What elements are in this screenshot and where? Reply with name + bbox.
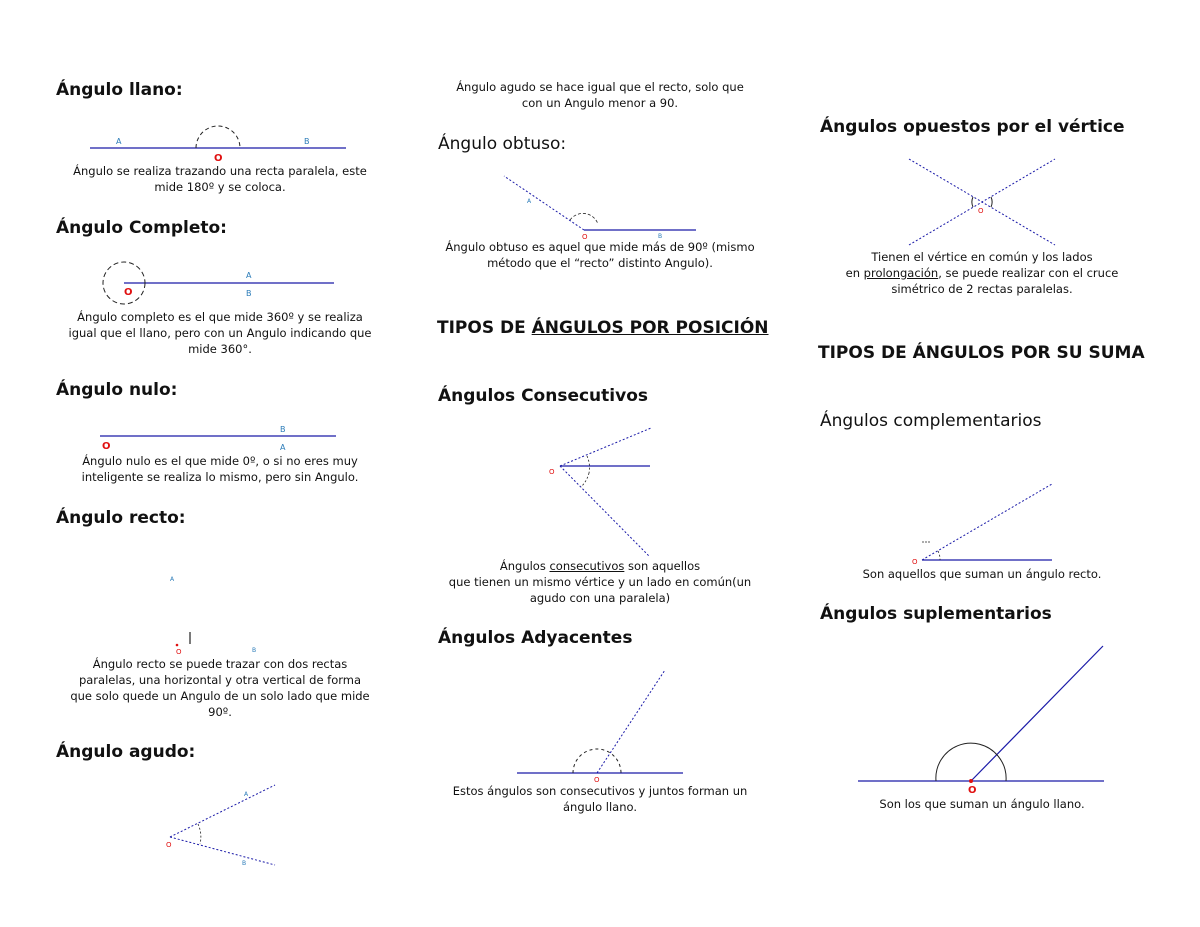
complementarios-arc [938, 551, 940, 560]
caption-angulos-suplementarios: Son los que suman un ángulo llano. [879, 797, 1085, 811]
obtuso-label-b: B [658, 233, 663, 240]
heading-angulo-nulo: Ángulo nulo: [56, 380, 178, 400]
complementarios-label-o: O [912, 558, 918, 566]
heading-angulos-consecutivos: Ángulos Consecutivos [438, 386, 648, 406]
caption-angulo-llano: Ángulo se realiza trazando una recta paralela, este mide 180º y se coloca. [73, 164, 367, 194]
heading-angulo-llano: Ángulo llano: [56, 80, 183, 100]
recto-label-a: A [170, 576, 175, 583]
suplementarios-ray [971, 646, 1103, 781]
section-tipos-por-suma: TIPOS DE ÁNGULOS POR SU SUMA [818, 343, 1145, 363]
figure-angulo-completo [98, 258, 338, 310]
caption-angulo-agudo: Ángulo agudo se hace igual que el recto, solo que con un Angulo menor a 90. [456, 80, 744, 110]
recto-vertex [176, 644, 179, 647]
agudo-label-a: A [244, 791, 249, 798]
heading-angulo-obtuso: Ángulo obtuso: [438, 134, 567, 154]
caption-angulo-recto: Ángulo recto se puede trazar con dos rectas paralelas, una horizontal y otra vertical de forma que solo quede un Angulo de un solo lado que mide 90º. [70, 657, 370, 719]
figure-angulo-llano [88, 122, 358, 166]
caption-angulos-consecutivos: Ángulos consecutivos son aquellos que tienen un mismo vértice y un lado en común(un agudo con una paralela) [448, 559, 752, 605]
figure-angulos-consecutivos [545, 425, 657, 559]
agudo-ray-a [170, 785, 275, 837]
agudo-label-b: B [242, 860, 247, 867]
section-tipos-por-posicion: TIPOS DE ÁNGULOS POR POSICIÓN [437, 318, 769, 338]
figure-angulos-suplementarios [856, 644, 1106, 794]
llano-arc [196, 126, 240, 148]
caption-angulo-nulo: Ángulo nulo es el que mide 0º, o si no eres muy inteligente se realiza lo mismo, pero sin Angulo. [81, 454, 359, 484]
consecutivos-ray-upper [560, 428, 651, 466]
heading-angulos-complementarios: Ángulos complementarios [820, 411, 1042, 431]
adyacentes-label-o: O [594, 776, 600, 784]
caption-angulos-opuestos: Tienen el vértice en común y los lados en prolongación, se puede realizar con el cruce simétrico de 2 rectas paralelas. [845, 250, 1119, 296]
heading-angulo-completo: Ángulo Completo: [56, 218, 227, 238]
llano-label-b: B [304, 137, 310, 146]
figure-angulo-agudo [160, 780, 285, 870]
recto-label-b: B [252, 647, 257, 654]
completo-label-a: A [246, 271, 252, 280]
nulo-label-a: A [280, 443, 286, 452]
figure-angulos-complementarios [910, 480, 1056, 566]
completo-label-b: B [246, 289, 252, 298]
consecutivos-arc-2 [581, 473, 589, 487]
figure-angulo-obtuso [500, 172, 700, 240]
obtuso-ray-a [504, 176, 584, 230]
figure-angulos-opuestos [905, 155, 1061, 249]
agudo-label-o: O [166, 841, 172, 849]
figure-angulos-adyacentes [515, 668, 687, 786]
completo-label-o: O [124, 287, 133, 298]
obtuso-arc [570, 213, 598, 224]
llano-label-a: A [116, 137, 122, 146]
consecutivos-arc-1 [587, 456, 590, 473]
heading-angulo-recto: Ángulo recto: [56, 508, 186, 528]
obtuso-label-o: O [582, 233, 588, 241]
heading-angulos-opuestos: Ángulos opuestos por el vértice [820, 117, 1125, 137]
consecutivos-ray-lower [560, 466, 649, 556]
adyacentes-ray [597, 670, 665, 773]
complementarios-ray [922, 484, 1052, 560]
adyacentes-arc [573, 749, 621, 773]
caption-angulo-completo: Ángulo completo es el que mide 360º y se realiza igual que el llano, pero con un Angulo indicando que mide 360°. [68, 310, 372, 356]
suplementarios-vertex [969, 779, 973, 783]
agudo-arc [198, 824, 201, 844]
figure-angulo-nulo [98, 420, 343, 452]
caption-angulos-adyacentes: Estos ángulos son consecutivos y juntos forman un ángulo llano. [452, 784, 748, 814]
opuestos-arc-1 [991, 197, 992, 207]
obtuso-label-a: A [527, 198, 532, 205]
opuestos-label-o: O [978, 207, 984, 215]
llano-label-o: O [214, 153, 223, 164]
opuestos-arc-2 [972, 197, 973, 207]
heading-angulo-agudo: Ángulo agudo: [56, 742, 196, 762]
nulo-label-b: B [280, 425, 286, 434]
suplementarios-label-o: O [968, 785, 977, 796]
heading-angulos-adyacentes: Ángulos Adyacentes [438, 628, 633, 648]
nulo-label-o: O [102, 441, 111, 452]
figure-angulo-recto [160, 570, 270, 656]
agudo-ray-b [170, 837, 275, 865]
consecutivos-label-o: O [549, 468, 555, 476]
suplementarios-arc-2 [998, 756, 1006, 781]
heading-angulos-suplementarios: Ángulos suplementarios [820, 604, 1052, 624]
recto-label-o: O [176, 648, 182, 656]
caption-angulos-complementarios: Son aquellos que suman un ángulo recto. [862, 567, 1102, 581]
caption-angulo-obtuso: Ángulo obtuso es aquel que mide más de 90º (mismo método que el “recto” distinto Angulo). [445, 240, 755, 270]
